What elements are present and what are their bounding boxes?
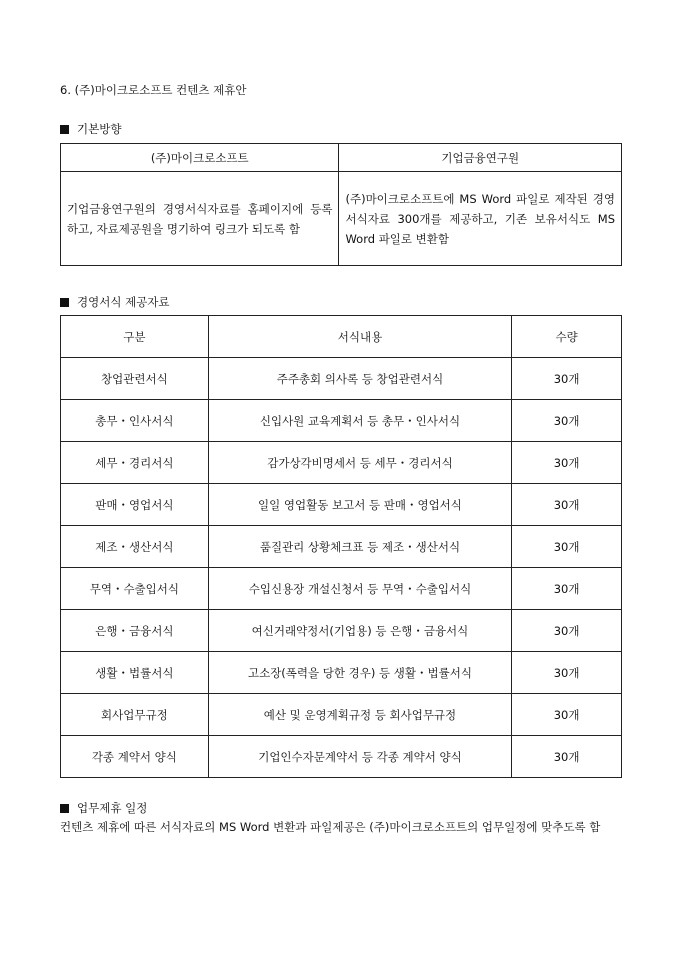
- content-cell: 기업인수자문계약서 등 각종 계약서 양식: [208, 736, 511, 778]
- quantity-cell: 30개: [512, 400, 622, 442]
- quantity-cell: 30개: [512, 442, 622, 484]
- quantity-cell: 30개: [512, 736, 622, 778]
- basic-direction-table: [60, 143, 622, 266]
- content-cell: 신입사원 교육계획서 등 총무・인사서식: [208, 400, 511, 442]
- quantity-cell: 30개: [512, 652, 622, 694]
- section-schedule-title: [60, 800, 147, 816]
- header-quantity: 수량: [512, 316, 622, 358]
- bullet-square-icon: [60, 804, 69, 813]
- section-title-text: 경영서식 제공자료: [77, 295, 170, 309]
- category-cell: 회사업무규정: [61, 694, 209, 736]
- content-cell: 고소장(폭력을 당한 경우) 등 생활・법률서식: [208, 652, 511, 694]
- content-cell: 여신거래약정서(기업용) 등 은행・금융서식: [208, 610, 511, 652]
- header-institute: 기업금융연구원: [339, 144, 622, 172]
- bullet-square-icon: [60, 125, 69, 134]
- microsoft-role-text: 기업금융연구원의 경영서식자료를 홈페이지에 등록하고, 자료제공원을 명기하여 링크가 되도록 함: [61, 172, 339, 266]
- header-content: 서식내용: [208, 316, 511, 358]
- quantity-cell: 30개: [512, 694, 622, 736]
- content-cell: 예산 및 운영계획규정 등 회사업무규정: [208, 694, 511, 736]
- category-cell: 제조・생산서식: [61, 526, 209, 568]
- content-cell: 일일 영업활동 보고서 등 판매・영업서식: [208, 484, 511, 526]
- table-row: [61, 736, 622, 778]
- quantity-cell: 30개: [512, 568, 622, 610]
- category-cell: 창업관련서식: [61, 358, 209, 400]
- section-basic-direction-title: [60, 121, 121, 137]
- table-header-row: [61, 144, 622, 172]
- forms-table: [60, 315, 622, 778]
- table-row: [61, 442, 622, 484]
- content-cell: 품질관리 상황체크표 등 제조・생산서식: [208, 526, 511, 568]
- section-title-text: 업무제휴 일정: [77, 801, 148, 815]
- section-title-text: 기본방향: [77, 122, 122, 136]
- header-category: 구분: [61, 316, 209, 358]
- table-row: [61, 568, 622, 610]
- section-forms-title: [60, 294, 170, 310]
- quantity-cell: 30개: [512, 610, 622, 652]
- quantity-cell: 30개: [512, 484, 622, 526]
- category-cell: 각종 계약서 양식: [61, 736, 209, 778]
- table-row: [61, 358, 622, 400]
- table-row: [61, 172, 622, 266]
- content-cell: 주주총회 의사록 등 창업관련서식: [208, 358, 511, 400]
- content-cell: 수입신용장 개설신청서 등 무역・수출입서식: [208, 568, 511, 610]
- category-cell: 총무・인사서식: [61, 400, 209, 442]
- table-row: [61, 694, 622, 736]
- content-cell: 감가상각비명세서 등 세무・경리서식: [208, 442, 511, 484]
- page-heading: 6. (주)마이크로소프트 컨텐츠 제휴안: [60, 83, 247, 97]
- quantity-cell: 30개: [512, 358, 622, 400]
- category-cell: 판매・영업서식: [61, 484, 209, 526]
- table-row: [61, 484, 622, 526]
- institute-role-text: (주)마이크로소프트에 MS Word 파일로 제작된 경영서식자료 300개를 제공하고, 기존 보유서식도 MS Word 파일로 변환함: [339, 172, 622, 266]
- category-cell: 무역・수출입서식: [61, 568, 209, 610]
- table-header-row: [61, 316, 622, 358]
- table-row: [61, 526, 622, 568]
- table-row: [61, 400, 622, 442]
- table-row: [61, 652, 622, 694]
- bullet-square-icon: [60, 298, 69, 307]
- category-cell: 세무・경리서식: [61, 442, 209, 484]
- schedule-paragraph: 컨텐츠 제휴에 따른 서식자료의 MS Word 변환과 파일제공은 (주)마이크로소프트의 업무일정에 맞추도록 함: [60, 820, 601, 834]
- quantity-cell: 30개: [512, 526, 622, 568]
- category-cell: 생활・법률서식: [61, 652, 209, 694]
- header-microsoft: (주)마이크로소프트: [61, 144, 339, 172]
- table-row: [61, 610, 622, 652]
- category-cell: 은행・금융서식: [61, 610, 209, 652]
